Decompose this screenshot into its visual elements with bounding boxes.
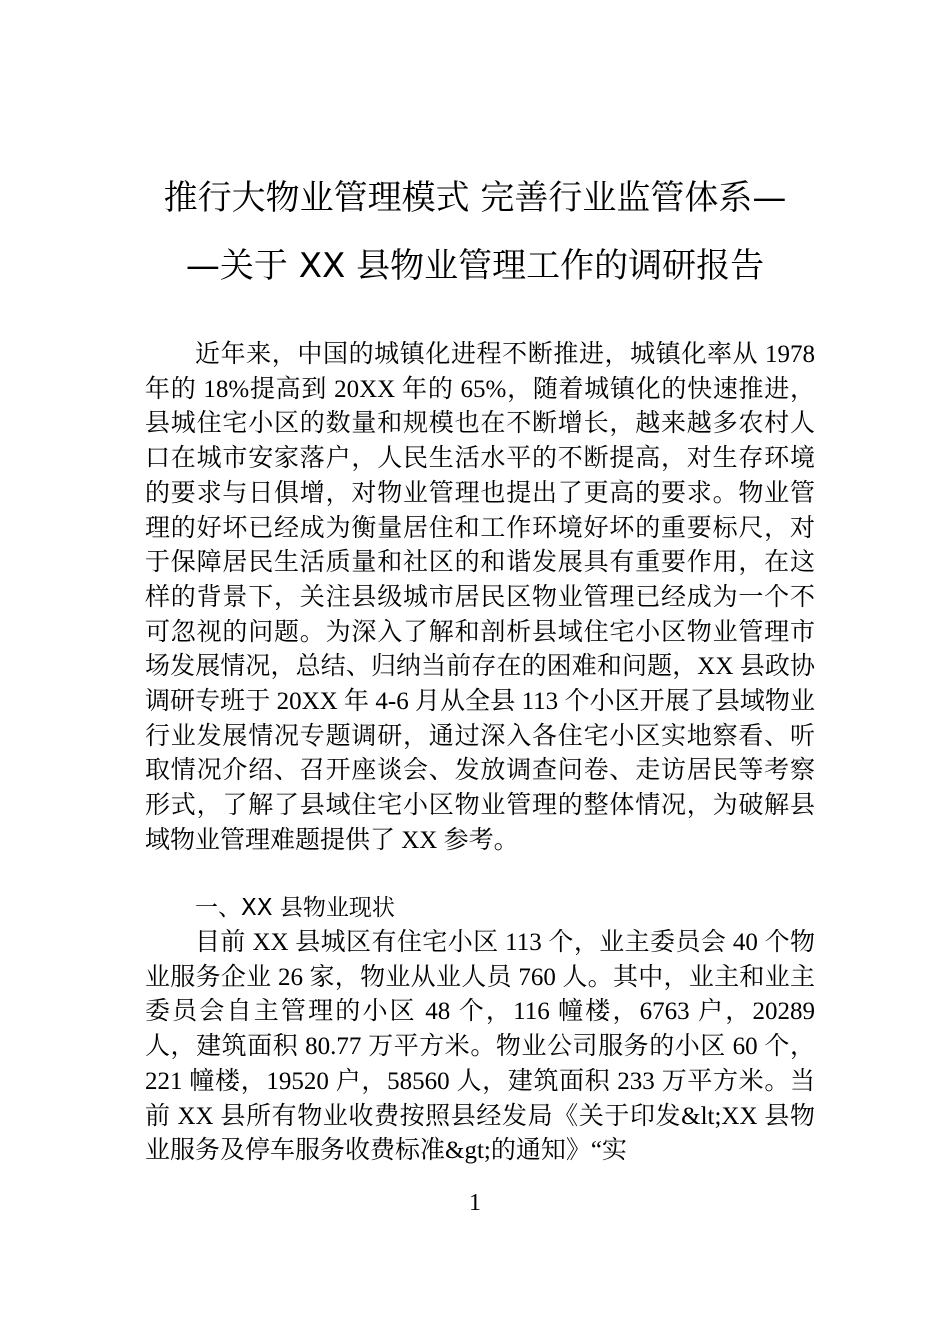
page-number: 1 [469, 1190, 481, 1216]
section-heading: 一、XX 县物业现状 [195, 895, 395, 921]
status-paragraph: 目前 XX 县城区有住宅小区 113 个，业主委员会 40 个物业服务企业 26 家，物业从业人员 760 人。其中，业主和业主委员会自主管理的小区 48 个，116 幢楼，6763 户，20289 人，建筑面积 80.77 万平方米。物业公司服务的小区 60 个，221 幢楼，19520 户，58560 人，建筑面积 233 万平方米。当前 XX 县所有物业收费按照县经发局《关于印发&lt;XX 县物业服务及停车服务收费标准&gt;的通知》“实 [145, 929, 815, 1165]
document-title-line-2: —关于 XX 县物业管理工作的调研报告 [185, 246, 765, 286]
intro-paragraph: 近年来，中国的城镇化进程不断推进，城镇化率从 1978 年的 18%提高到 20XX 年的 65%，随着城镇化的快速推进，县城住宅小区的数量和规模也在不断增长，越来越多农村人口在城市安家落户，人民生活水平的不断提高，对生存环境的要求与日俱增，对物业管理也提出了更高的要求。物业管理的好坏已经成为衡量居住和工作环境好坏的重要标尺，对于保障居民生活质量和社区的和谐发展具有重要作用，在这样的背景下，关注县级城市居民区物业管理已经成为一个不可忽视的问题。为深入了解和剖析县域住宅小区物业管理市场发展情况，总结、归纳当前存在的困难和问题，XX 县政协调研专班于 20XX 年 4-6 月从全县 113 个小区开展了县域物业行业发展情况专题调研，通过深入各住宅小区实地察看、听取情况介绍、召开座谈会、发放调查问卷、走访居民等考察形式，了解了县域住宅小区物业管理的整体情况，为破解县域物业管理难题提供了 XX 参考。 [145, 341, 815, 854]
document-title-line-1: 推行大物业管理模式 完善行业监管体系— [163, 178, 787, 218]
